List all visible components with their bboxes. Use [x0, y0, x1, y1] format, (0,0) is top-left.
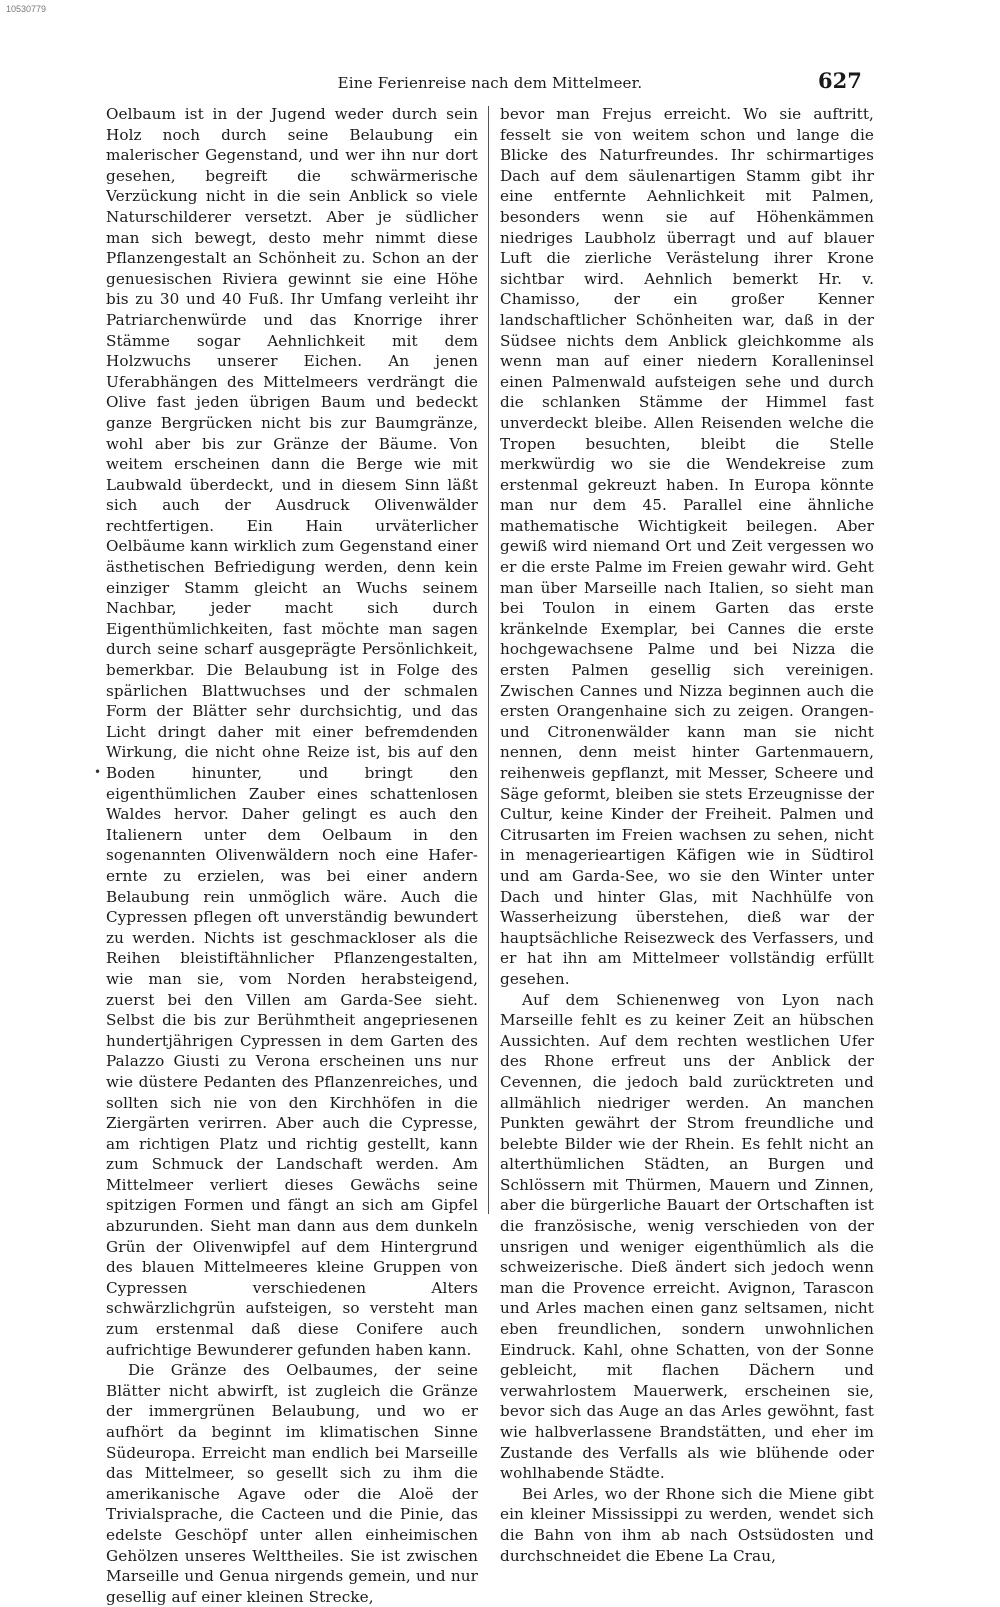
scan-id-label: 10530779: [6, 4, 47, 14]
running-head: Eine Ferienreise nach dem Mittelmeer.: [337, 74, 643, 92]
paragraph: Die Gränze des Oelbaumes, der seine Blätter nicht abwirft, ist zugleich die Gränze der immergrünen Belaubung, und wo er aufhört da beginnt im klimatischen Sinne Südeuropa. Erreicht man endlich bei Marseille das Mittelmeer, so gesellt sich zu ihm die amerikanische Agave oder die Aloë der Trivialsprache, die Cacteen und die Pinie, das edelste Geschöpf unter allen einheimischen Gehölzen unseres Welttheiles. Sie ist zwischen Marseille und Genua nirgends gemein, und nur gesellig auf einer kleinen Strecke,: [106, 1361, 478, 1606]
left-column: [106, 104, 478, 1607]
paragraph: Bei Arles, wo der Rhone sich die Miene gibt ein kleiner Mississippi zu werden, wendet sich die Bahn von ihm ab nach Ostsüdosten und durchschneidet die Ebene La Crau,: [500, 1484, 874, 1565]
paragraph: Auf dem Schienenweg von Lyon nach Marseille fehlt es zu keiner Zeit an hübschen Aussichten. Auf dem rechten westlichen Ufer des Rhone erfreut uns der Anblick der Cevennen, die jedoch bald zurücktreten und allmählich niedriger werden. An manchen Punkten gewährt der Strom freundliche und belebte Bilder wie der Rhein. Es fehlt nicht an alterthümlichen Städten, an Burgen und Schlössern mit Thürmen, Mauern und Zinnen, aber die bürgerliche Bauart der Ortschaften ist die französische, wenig verschieden von der unsrigen und weniger eigenthümlich als die schweizerische. Dieß ändert sich jedoch wenn man die Provence erreicht. Avignon, Tarascon und Arles machen einen ganz seltsamen, nicht eben freundlichen, sondern unwohnlichen Eindruck. Kahl, ohne Schatten, von der Sonne gebleicht, mit flachen Dächern und verwahrlostem Mauerwerk, erscheinen sie, bevor sich das Auge an das Arles gewöhnt, fast wie halbverlassene Brandstätten, und eher im Zustande des Verfalls als wie blühende oder wohlhabende Städte.: [500, 990, 874, 1483]
margin-dot-mark: •: [94, 765, 102, 779]
right-column: [500, 104, 874, 1566]
paragraph: Oelbaum ist in der Jugend weder durch sein Holz noch durch seine Belaubung ein malerischer Gegenstand, und wer ihn nur dort gesehen, begreift die schwärmerische Verzückung nicht in die sein Anblick so viele Naturschilderer versetzt. Aber je südlicher man sich bewegt, desto mehr nimmt diese Pflanzengestalt an Schönheit zu. Schon an der genuesischen Riviera gewinnt sie eine Höhe bis zu 30 und 40 Fuß. Ihr Umfang verleiht ihr Patriarchenwürde und das Knorrige ihrer Stämme sogar Aehnlichkeit mit dem Holzwuchs unserer Eichen. An jenen Uferabhängen des Mittelmeers verdrängt die Olive fast jeden übrigen Baum und bedeckt ganze Bergrücken nicht bis zur Baumgränze, wohl aber bis zur Gränze der Bäume. Von weitem erscheinen dann die Berge wie mit Laubwald überdeckt, und in diesem Sinn läßt sich auch der Ausdruck Olivenwälder rechtfertigen. Ein Hain urväterlicher Oelbäume kann wirklich zum Gegenstand einer ästhetischen Befriedigung werden, denn kein einziger Stamm gleicht an Wuchs seinem Nachbar, jeder macht sich durch Eigenthümlichkeiten, fast möchte man sagen durch seine scharf ausgeprägte Persönlichkeit, bemerkbar. Die Belaubung ist in Folge des spärlichen Blattwuchses und der schmalen Form der Blätter sehr durchsichtig, und das Licht dringt daher mit einer befremdenden Wirkung, die nicht ohne Reize ist, bis auf den Boden hinunter, und bringt den eigenthümlichen Zauber eines schattenlosen Waldes hervor. Daher gelingt es auch den Italienern unter dem Oelbaum in den sogenannten Olivenwäldern noch eine Hafer-ernte zu erzielen, was bei einer andern Belaubung rein unmöglich wäre. Auch die Cypressen pflegen oft unverständig bewundert zu werden. Nichts ist geschmackloser als die Reihen bleistiftähnlicher Pflanzengestalten, wie man sie, vom Norden herabsteigend, zuerst bei den Villen am Garda-See sieht. Selbst die bis zur Berühmtheit angepriesenen hundertjährigen Cypressen in dem Garten des Palazzo Giusti zu Verona erscheinen uns nur wie düstere Pedanten des Pflanzenreiches, und sollten sich nie von den Kirchhöfen in die Ziergärten verirren. Aber auch die Cypresse, am richtigen Platz und richtig gestellt, kann zum Schmuck der Landschaft werden. Am Mittelmeer verliert dieses Gewächs seine spitzigen Formen und fängt an sich am Gipfel abzurunden. Sieht man dann aus dem dunkeln Grün der Olivenwipfel auf dem Hintergrund des blauen Mittelmeeres kleine Gruppen von Cypressen verschiedenen Alters schwärzlichgrün aufsteigen, so versteht man zum erstenmal daß diese Conifere auch aufrichtige Bewunderer gefunden haben kann.: [106, 105, 478, 1359]
page-number: 627: [818, 68, 862, 93]
paragraph: bevor man Frejus erreicht. Wo sie auftritt, fesselt sie von weitem schon und lange die Blicke des Naturfreundes. Ihr schirmartiges Dach auf dem säulenartigen Stamm gibt ihr eine entfernte Aehnlichkeit mit Palmen, besonders wenn sie auf Höhenkämmen niedriges Laubholz überragt und auf blauer Luft die zierliche Verästelung ihrer Krone sichtbar wird. Aehnlich bemerkt Hr. v. Chamisso, der ein großer Kenner landschaftlicher Schönheiten war, daß in der Südsee nichts dem Anblick gleichkomme als wenn man auf einer niedern Koralleninsel einen Palmenwald aufsteigen sehe und durch die schlanken Stämme der Himmel fast unverdeckt bleibe. Allen Reisenden welche die Tropen besuchten, bleibt die Stelle merkwürdig wo sie die Wendekreise zum erstenmal gekreuzt haben. In Europa könnte man nur dem 45. Parallel eine ähnliche mathematische Wichtigkeit beilegen. Aber gewiß wird niemand Ort und Zeit vergessen wo er die erste Palme im Freien gewahr wird. Geht man über Marseille nach Italien, so sieht man bei Toulon in einem Garten das erste kränkelnde Exemplar, bei Cannes die erste hochgewachsene Palme und bei Nizza die ersten Palmen gesellig sich vereinigen. Zwischen Cannes und Nizza beginnen auch die ersten Orangenhaine sich zu zeigen. Orangen- und Citronenwälder kann man sie nicht nennen, denn meist hinter Gartenmauern, reihenweis gepflanzt, mit Messer, Scheere und Säge geformt, bleiben sie stets Erzeugnisse der Cultur, keine Kinder der Freiheit. Palmen und Citrusarten im Freien wachsen zu sehen, nicht in menagerieartigen Käfigen wie in Südtirol und am Garda-See, wo sie den Winter unter Dach und hinter Glas, mit Nachhülfe von Wasserheizung überstehen, dieß war der hauptsächliche Reisezweck des Verfassers, und er hat ihn am Mittelmeer vollständig erfüllt gesehen.: [500, 105, 874, 988]
column-divider: [488, 106, 489, 1214]
